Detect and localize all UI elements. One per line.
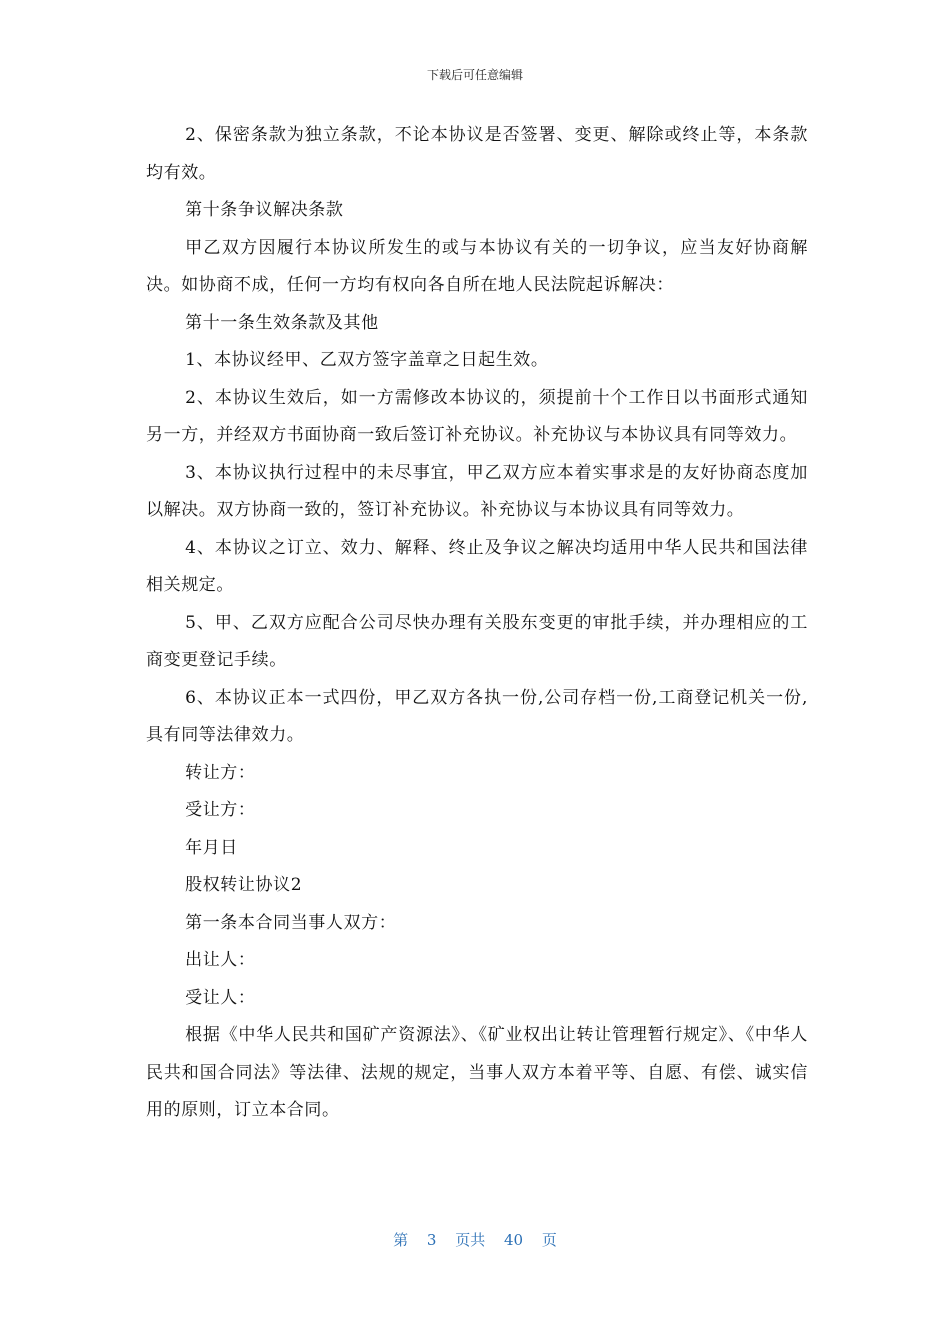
section-heading: 第一条本合同当事人双方： <box>185 912 397 933</box>
document-title: 股权转让协议2 <box>185 875 303 895</box>
footer-total-pages: 40 <box>504 1231 524 1249</box>
section-heading: 第十一条生效条款及其他 <box>185 312 379 333</box>
footer-page-number: 3 <box>426 1231 437 1249</box>
paragraph: 6、本协议正本一式四份，甲乙双方各执一份,公司存档一份,工商登记机关一份,具有同等法律效力。 <box>146 687 808 745</box>
signature-line-transferee: 受让方： <box>185 800 256 820</box>
party-line-transferee: 受让人： <box>185 987 256 1008</box>
signature-line-transferor: 转让方： <box>185 762 256 783</box>
footer-middle: 页共 <box>455 1231 486 1249</box>
paragraph: 2、保密条款为独立条款，不论本协议是否签署、变更、解除或终止等，本条款均有效。 <box>146 125 808 183</box>
paragraph: 根据《中华人民共和国矿产资源法》、《矿业权出让转让管理暂行规定》、《中华人民共和国合同法》等法律、法规的规定，当事人双方本着平等、自愿、有偿、诚实信用的原则，订立本合同。 <box>146 1025 808 1120</box>
party-line-transferor: 出让人： <box>185 950 256 970</box>
paragraph: 5、甲、乙双方应配合公司尽快办理有关股东变更的审批手续，并办理相应的工商变更登记手续。 <box>146 612 808 670</box>
footer-prefix: 第 <box>393 1231 409 1249</box>
paragraph: 3、本协议执行过程中的未尽事宜，甲乙双方应本着实事求是的友好协商态度加以解决。双方协商一致的，签订补充协议。补充协议与本协议具有同等效力。 <box>146 462 808 520</box>
date-line: 年月日 <box>185 837 238 858</box>
paragraph: 2、本协议生效后，如一方需修改本协议的，须提前十个工作日以书面形式通知另一方，并经双方书面协商一致后签订补充协议。补充协议与本协议具有同等效力。 <box>146 387 808 445</box>
page-footer <box>0 1229 950 1250</box>
paragraph: 甲乙双方因履行本协议所发生的或与本协议有关的一切争议，应当友好协商解决。如协商不成，任何一方均有权向各自所在地人民法院起诉解决： <box>146 237 808 295</box>
paragraph: 1、本协议经甲、乙双方签字盖章之日起生效。 <box>185 350 549 370</box>
document-body <box>146 117 808 1130</box>
footer-suffix: 页 <box>541 1231 557 1249</box>
page-header: 下载后可任意编辑 <box>426 68 523 82</box>
paragraph: 4、本协议之订立、效力、解释、终止及争议之解决均适用中华人民共和国法律相关规定。 <box>146 537 808 595</box>
section-heading: 第十条争议解决条款 <box>185 200 344 220</box>
